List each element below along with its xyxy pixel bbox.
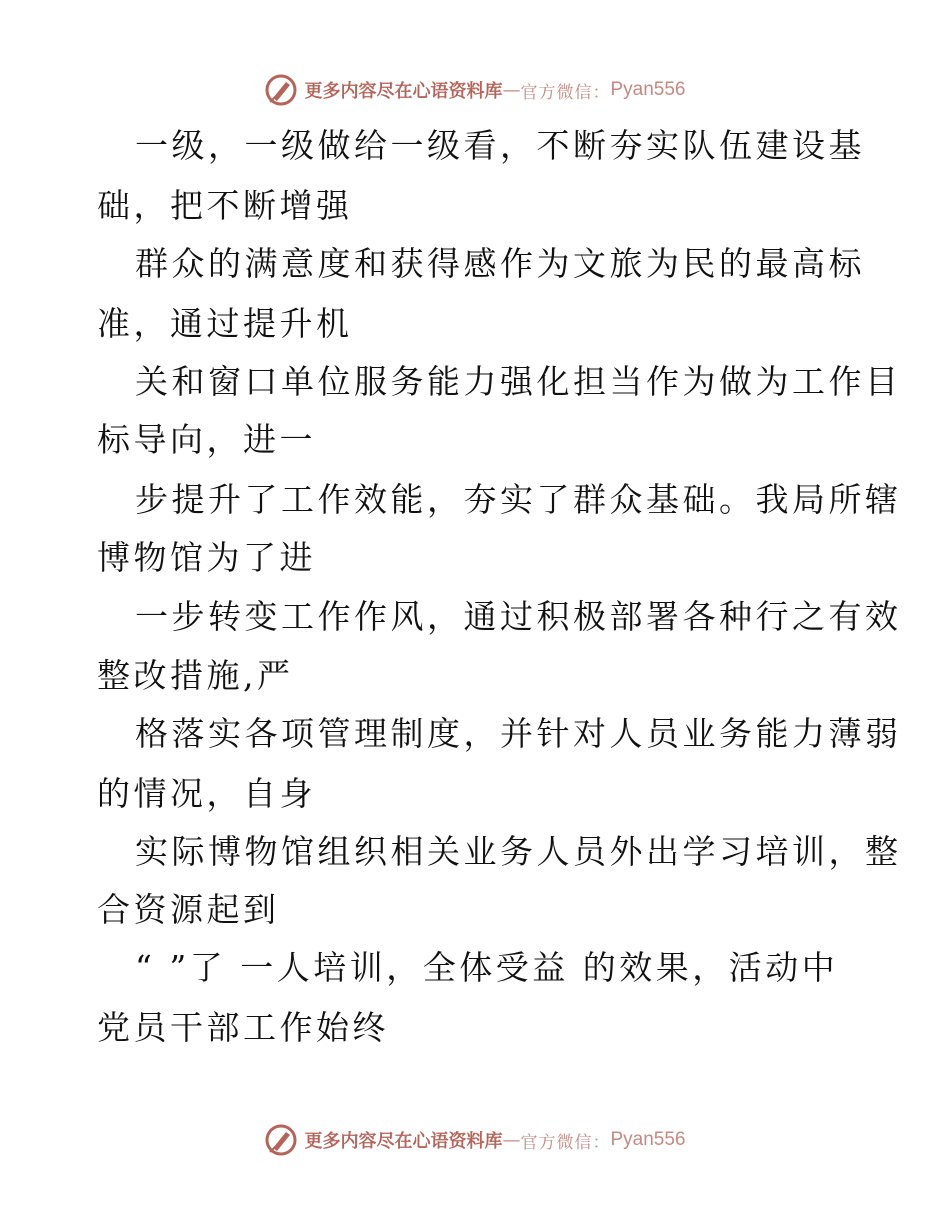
body-line: 实际博物馆组织相关业务人员外出学习培训，整 bbox=[135, 832, 902, 871]
body-line: 标导向，进一 bbox=[97, 420, 316, 459]
body-line: 一级，一级做给一级看，不断夯实队伍建设基 bbox=[135, 126, 865, 165]
watermark-label: 官方微信： bbox=[520, 82, 611, 103]
body-line: 一步转变工作作风，通过积极部署各种行之有效 bbox=[135, 597, 902, 636]
body-line: 关和窗口单位服务能力强化担当作为做为工作目 bbox=[135, 362, 902, 401]
body-line: 群众的满意度和获得感作为文旅为民的最高标 bbox=[135, 244, 865, 283]
body-line: 整改措施,严 bbox=[97, 656, 294, 695]
body-line: 格落实各项管理制度，并针对人员业务能力薄弱 bbox=[135, 714, 902, 753]
body-line: 础，把不断增强 bbox=[97, 186, 353, 225]
body-line: 准，通过提升机 bbox=[97, 304, 353, 343]
watermark-separator: — bbox=[502, 1129, 521, 1151]
pen-logo-icon bbox=[264, 73, 298, 107]
watermark-id: Pyan556 bbox=[610, 79, 686, 100]
header-watermark bbox=[0, 70, 950, 110]
watermark-label: 官方微信： bbox=[520, 1132, 611, 1153]
body-line: 的情况，自身 bbox=[97, 774, 316, 813]
body-line: 步提升了工作效能，夯实了群众基础。我局所辖 bbox=[135, 480, 902, 519]
watermark-separator: — bbox=[502, 79, 521, 101]
body-line: 党员干部工作始终 bbox=[97, 1008, 389, 1047]
watermark-id: Pyan556 bbox=[610, 1129, 686, 1150]
watermark-main-text: 更多内容尽在心语资料库 bbox=[304, 1131, 503, 1152]
footer-watermark bbox=[0, 1120, 950, 1160]
watermark-main-text: 更多内容尽在心语资料库 bbox=[304, 81, 503, 102]
pen-logo-icon bbox=[264, 1123, 298, 1157]
body-line: 合资源起到 bbox=[97, 890, 280, 929]
body-line: “ ”了 一人培训，全体受益 的效果，活动中 bbox=[135, 948, 839, 987]
body-line: 博物馆为了进 bbox=[97, 538, 316, 577]
